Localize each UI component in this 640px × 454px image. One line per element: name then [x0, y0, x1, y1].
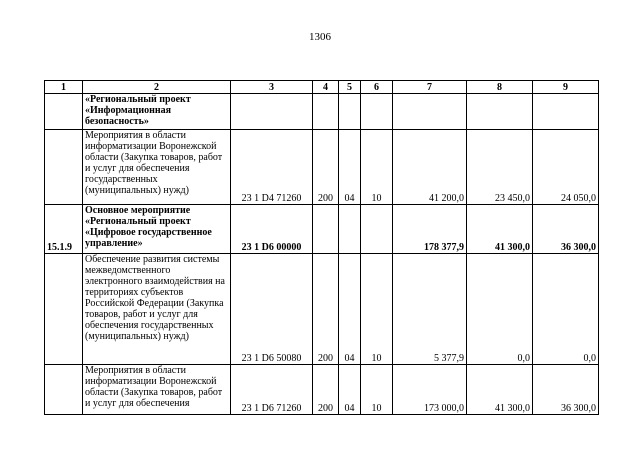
table-row: [45, 94, 599, 130]
section-cell: [339, 94, 361, 130]
row-number-cell: [45, 365, 83, 415]
row-name-cell: Обеспечение развития системы межведомственного электронного взаимодействия на территориях субъектов Российской Федерации (Закупка товаров, работ и услуг для обеспечения государственных (муниципальных) нужд): [83, 254, 231, 365]
expense-type-cell: [313, 205, 339, 254]
budget-code-cell: 23 1 D4 71260: [231, 130, 313, 205]
column-header: 5: [339, 81, 361, 94]
amount-col9-cell: 0,0: [533, 254, 599, 365]
table-header-row: [45, 81, 599, 94]
expense-type-cell: 200: [313, 254, 339, 365]
table-row: [45, 365, 599, 415]
budget-code-cell: 23 1 D6 50080: [231, 254, 313, 365]
amount-col7-cell: 178 377,9: [393, 205, 467, 254]
column-header: 3: [231, 81, 313, 94]
amount-col7-cell: 173 000,0: [393, 365, 467, 415]
column-header: 6: [361, 81, 393, 94]
column-header: 8: [467, 81, 533, 94]
amount-col9-cell: 36 300,0: [533, 365, 599, 415]
expense-type-cell: [313, 94, 339, 130]
budget-code-cell: [231, 94, 313, 130]
subsection-cell: [361, 94, 393, 130]
row-number-cell: [45, 94, 83, 130]
section-cell: 04: [339, 365, 361, 415]
amount-col9-cell: 24 050,0: [533, 130, 599, 205]
column-header: 2: [83, 81, 231, 94]
row-name-cell: Мероприятия в области информатизации Воронежской области (Закупка товаров, работ и услуг для обеспечения государственных (муниципальных) нужд): [83, 130, 231, 205]
row-number-cell: 15.1.9: [45, 205, 83, 254]
amount-col8-cell: 0,0: [467, 254, 533, 365]
row-name-cell: Основное мероприятие «Региональный проект «Цифровое государственное управление»: [83, 205, 231, 254]
subsection-cell: 10: [361, 365, 393, 415]
amount-col7-cell: 5 377,9: [393, 254, 467, 365]
amount-col9-cell: 36 300,0: [533, 205, 599, 254]
budget-code-cell: 23 1 D6 71260: [231, 365, 313, 415]
expense-type-cell: 200: [313, 365, 339, 415]
amount-col8-cell: [467, 94, 533, 130]
row-name-cell: Мероприятия в области информатизации Воронежской области (Закупка товаров, работ и услуг для обеспечения: [83, 365, 231, 415]
subsection-cell: 10: [361, 130, 393, 205]
column-header: 4: [313, 81, 339, 94]
subsection-cell: [361, 205, 393, 254]
subsection-cell: 10: [361, 254, 393, 365]
amount-col9-cell: [533, 94, 599, 130]
column-header: 9: [533, 81, 599, 94]
section-cell: 04: [339, 254, 361, 365]
table-row: [45, 254, 599, 365]
table-row: [45, 130, 599, 205]
amount-col8-cell: 41 300,0: [467, 365, 533, 415]
page-number: 1306: [309, 31, 331, 43]
expense-type-cell: 200: [313, 130, 339, 205]
budget-table: [44, 80, 599, 415]
amount-col7-cell: [393, 94, 467, 130]
section-cell: [339, 205, 361, 254]
section-cell: 04: [339, 130, 361, 205]
row-name-cell: «Региональный проект «Информационная безопасность»: [83, 94, 231, 130]
column-header: 1: [45, 81, 83, 94]
table-row: [45, 205, 599, 254]
amount-col8-cell: 41 300,0: [467, 205, 533, 254]
budget-code-cell: 23 1 D6 00000: [231, 205, 313, 254]
amount-col7-cell: 41 200,0: [393, 130, 467, 205]
row-number-cell: [45, 130, 83, 205]
column-header: 7: [393, 81, 467, 94]
row-number-cell: [45, 254, 83, 365]
amount-col8-cell: 23 450,0: [467, 130, 533, 205]
